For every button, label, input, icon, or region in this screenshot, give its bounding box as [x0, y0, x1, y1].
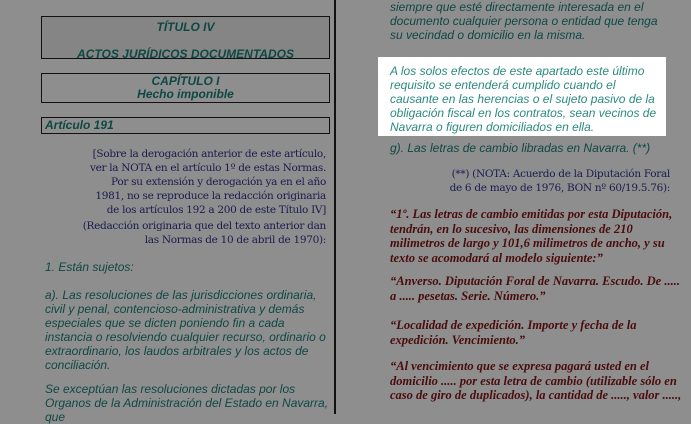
capitulo-heading [41, 73, 330, 103]
paragraph-vecindad: siempre que esté directamente interesada en el documento cualquier persona o entidad que tenga su vecindad o domicilio en la misma. [390, 0, 658, 42]
articulo-heading: Artículo 191 [41, 117, 330, 134]
paragraph-exceptions: Se exceptúan las resoluciones dictadas por los Organos de la Administración del Estado en Navarra, que [45, 382, 329, 424]
highlighted-passage [378, 57, 666, 136]
quote-vencimiento: “Al vencimiento que se expresa pagará usted en el domicilio ..... por esta letra de cambio (utilizable sólo en caso de giro de duplicados), la cantidad de ....., valor ....., [390, 359, 682, 402]
derogation-note: [Sobre la derogación anterior de este artículo, ver la NOTA en el artículo 1º de estas Normas. Por su extensión y derogación ya en el año 1981, no se reproduce la redacción originaria de los artículos 192 a 200 de este Título IV] [89, 148, 326, 216]
highlighted-text: A los solos efectos de este apartado este último requisito se entenderá cumplido cuando el causante en las herencias o el sujeto pasivo de la obligación fiscal en los contratos, sean vecinos de Navarra o figuren domiciliados en ella. [390, 64, 657, 134]
nota-acuerdo: (**) (NOTA: Acuerdo de la Diputación Foral de 6 de mayo de 1976, BON nº 60/19.5.76): [449, 168, 670, 194]
paragraph-g: g). Las letras de cambio libradas en Navarra. (**) [390, 141, 651, 155]
titulo-subtitle: ACTOS JURÍDICOS DOCUMENTADOS [77, 47, 294, 61]
paragraph-sujetos: 1. Están sujetos: [45, 260, 134, 274]
capitulo-line: CAPÍTULO I [151, 74, 220, 88]
quote-dimensions: “1º. Las letras de cambio emitidas por esta Diputación, tendrán, en lo sucesivo, las dimensiones de 210 milimetros de largo y 101,6 milimetros de ancho, y su texto se acomodará al modelo siguiente:” [390, 207, 673, 265]
titulo-line: TÍTULO IV [156, 20, 215, 34]
titulo-heading [41, 16, 330, 59]
quote-localidad: “Localidad de expedición. Importe y fecha de la expedición. Vencimiento.” [390, 318, 637, 347]
quote-anverso: “Anverso. Diputación Foral de Navarra. Escudo. De ..... a ..... pesetas. Serie. Número.” [390, 274, 680, 303]
paragraph-a: a). Las resoluciones de las jurisdicciones ordinaria, civil y penal, contencioso-administrativa y demás especiales que se dicten poniendo fin a cada instancia o resolviendo cualquier recurso, ordinario o extraordinario, los laudos arbitrales y los actos de conciliación. [45, 288, 326, 372]
redaction-note: (Redacción originaria que del texto anterior dan las Normas de 10 de abril de 1970): [82, 220, 326, 246]
capitulo-subtitle: Hecho imponible [137, 87, 234, 101]
